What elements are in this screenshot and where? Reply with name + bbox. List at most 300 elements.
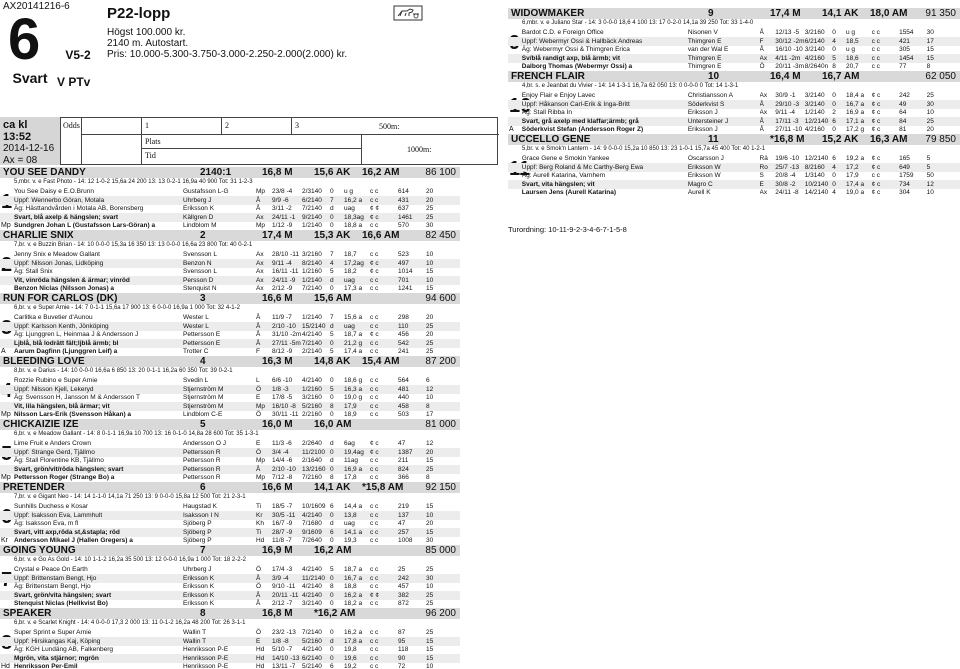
history-cell: 219 (398, 503, 409, 510)
history-cell: 0 (330, 213, 334, 221)
horse-earnings: 86 100 (425, 167, 456, 178)
horse-record-line: 6,br. v. e Super Arnie - 14: 7 0-1-1 15,6a 17 900 13: 6 0-0-0 16,9a 1 000 Tot: 32 4-1-2 (14, 305, 240, 311)
history-cell: 20/11 -3m (775, 63, 805, 70)
history-cell: 12 (926, 180, 934, 188)
history-cell: 25 (426, 591, 434, 599)
history-cell: Äg: Svensson H, Jansson M & Andersson T (14, 394, 140, 401)
history-cell: 0 (330, 629, 334, 636)
history-cell: 47 (398, 440, 406, 447)
history-cell: Uppf: Berg Roland & Mc Carthy-Berg Ewa (521, 163, 644, 171)
history-cell: Å (759, 100, 764, 108)
history-cell: 9/1609 (302, 528, 322, 536)
best-time-am: 16,2 AM (362, 167, 400, 178)
history-cell: 3/2140 (804, 100, 825, 108)
history-cell: Å (256, 465, 261, 473)
horse-name-bar (0, 545, 460, 556)
horse-earnings: 91 350 (925, 8, 956, 19)
history-cell: c c (370, 637, 379, 645)
history-cell: 10 (926, 189, 934, 196)
history-cell: Christiansson A (687, 92, 733, 99)
history-cell: 1759 (899, 172, 914, 179)
history-cell: 19,6 (344, 654, 357, 662)
horse-earnings: 94 600 (425, 293, 456, 304)
history-cell: Ö (256, 448, 262, 456)
best-time-ak: 16,2 AM (314, 545, 352, 556)
history-cell: 16,7 a (846, 100, 865, 108)
history-cell: Stjernström M (183, 394, 224, 401)
history-cell: 1/2140 (302, 222, 322, 229)
history-cell: 17/11 -3 (775, 117, 799, 125)
race-type: V5-2 (65, 48, 91, 62)
best-time-am: *15,8 AM (362, 482, 404, 493)
history-cell: Lindblom C-E (183, 411, 223, 418)
history-cell: c c (370, 465, 379, 473)
start-time-box (0, 117, 60, 165)
history-cell: Ax (256, 285, 264, 292)
history-cell: 649 (899, 163, 910, 171)
history-cell: 0 (330, 465, 334, 473)
history-cell: 366 (398, 474, 409, 481)
history-cell: Haugstad K (183, 503, 217, 510)
history-cell: 1008 (398, 537, 413, 544)
history-cell: Trotter C (183, 348, 209, 355)
history-cell: Äg: Hästtandvården i Motala AB, Borensberg (14, 205, 144, 212)
history-cell: Uppf: Hirsikangas Kaj, Köping (14, 637, 101, 645)
history-cell: Ö (256, 566, 262, 573)
history-cell: Svensson L (183, 251, 217, 258)
history-cell: 0 (330, 537, 334, 544)
history-cell: 542 (398, 339, 409, 347)
horse-entry (0, 356, 460, 419)
best-time-ak: 14,8 AK (314, 356, 351, 367)
history-cell: Söderkvist S (687, 100, 725, 108)
history-cell: u g (846, 29, 856, 36)
history-cell: 4 (832, 163, 836, 171)
history-cell: c c (370, 377, 379, 384)
track-tag: Hd (1, 663, 10, 669)
history-cell: 18,6 g (344, 377, 363, 384)
history-cell: 25 (426, 339, 434, 347)
horse-earnings: 85 000 (425, 545, 456, 556)
history-cell: Kr (256, 511, 263, 519)
history-cell: 16/7 -9 (272, 520, 293, 527)
history-cell: c c (370, 285, 379, 292)
horse-entry (0, 482, 460, 545)
history-cell: 0 (832, 180, 836, 188)
history-cell: 4 (832, 189, 836, 196)
best-time-m: 16,3 M (262, 356, 293, 367)
history-cell: 9/11 -4 (775, 109, 796, 116)
race-info-line-3: Pris: 10.000-5.300-3.750-3.000-2.250-2.000(2.000) kr. (107, 49, 348, 60)
history-cell: Nilsson Lars-Erik (Svensson Håkan) a (14, 411, 132, 418)
history-cell: 18,2 a (344, 600, 363, 607)
history-cell: ¢ c (370, 213, 379, 221)
history-cell: 1/8 -3 (272, 385, 289, 393)
history-cell: c c (370, 574, 379, 582)
history-cell: Ti (256, 528, 262, 536)
history-cell: Å (759, 46, 764, 53)
history-cell: 9/2140 (302, 213, 322, 221)
history-cell: Stenquist Niclas (Hellkvist Bo) (14, 600, 108, 607)
history-cell: 17,8 a (344, 637, 363, 645)
history-cell: Wallin T (183, 637, 207, 645)
history-cell: 17,9 (344, 402, 357, 410)
best-time-ak: 16,7 AM (822, 71, 860, 82)
race-history-row (0, 662, 460, 669)
horse-name-bar (0, 482, 460, 493)
horse-name: CHARLIE SNIX (3, 230, 74, 241)
history-cell: 47 (398, 520, 406, 527)
history-cell: 7/2140 (302, 285, 322, 292)
history-cell: Nisonen V (687, 29, 718, 36)
history-cell: 304 (899, 189, 910, 196)
history-cell: c c (871, 29, 880, 36)
horse-name-bar (0, 419, 460, 430)
history-cell: d (330, 276, 334, 284)
history-cell: 4/2140 (302, 646, 322, 653)
history-cell: 12 (426, 440, 434, 447)
best-time-am: 16,6 AM (362, 230, 400, 241)
history-cell: van der Wal E (687, 46, 729, 53)
history-cell: Å (256, 574, 261, 582)
race-history-row (0, 473, 460, 482)
history-cell: 27/11 -5m (272, 339, 301, 347)
history-cell: 2/10 -10 (272, 465, 296, 473)
history-cell: 5 (832, 54, 836, 62)
history-cell: 3/2160 (804, 29, 825, 36)
history-cell: 0 (330, 511, 334, 519)
horse-record-line: 6,br. v. e Scarlet Knight - 14: 4 0-0-0 17,3 2 000 13: 11 0-1-2 16,2a 48 200 Tot: 26 3-1-1 (14, 620, 246, 626)
history-cell: 2/12 -9 (272, 285, 293, 292)
history-cell: c c (370, 251, 379, 258)
history-cell: c c (370, 654, 379, 662)
history-cell: 10/2140 (804, 180, 829, 188)
history-cell: Å (256, 314, 261, 321)
track-tag: Mp (1, 222, 11, 229)
history-cell: 2/1640 (302, 457, 322, 464)
history-cell: 2 (832, 109, 836, 116)
history-cell: 2/2640 (302, 440, 322, 447)
history-cell: 701 (398, 276, 409, 284)
history-cell: 1/2160 (302, 268, 322, 275)
track-tag: Å (509, 126, 514, 133)
race-history-row (508, 62, 960, 71)
history-cell: Eriksson W (687, 163, 721, 171)
history-cell: 242 (398, 574, 409, 582)
history-cell: 30/12 -2m (775, 37, 805, 45)
history-cell: 6/2140 (302, 196, 322, 204)
history-cell: 90 (398, 654, 406, 662)
history-cell: 0 (330, 222, 334, 229)
history-cell: 4/2140 (302, 377, 322, 384)
history-cell: 30/11 -11 (272, 411, 299, 418)
history-cell: 4/2140 (302, 591, 322, 599)
history-cell: ¢ c (370, 440, 379, 447)
track-tag: Mp (1, 474, 11, 481)
horse-name-bar (508, 8, 960, 19)
history-cell: d (330, 637, 334, 645)
history-cell: 4 (832, 37, 836, 45)
history-cell: 30/9 -1 (775, 92, 796, 99)
history-cell: 3/4 -4 (272, 448, 289, 456)
history-cell: d (330, 322, 334, 330)
history-cell: c c (370, 646, 379, 653)
history-cell: d (330, 440, 334, 447)
best-time-ak: 15,6 AM (314, 293, 352, 304)
history-cell: F (256, 348, 260, 355)
history-cell: 17/8 -5 (272, 394, 293, 401)
history-cell: Uhrberg J (183, 566, 212, 573)
history-cell: c c (370, 314, 379, 321)
history-cell: 17 (426, 411, 434, 418)
history-cell: 8/12 -9 (272, 348, 293, 355)
history-cell: 19,2 (344, 663, 357, 669)
history-cell: 84 (899, 117, 907, 125)
history-cell: 4/2140 (302, 331, 322, 338)
start-number-best: 7 (200, 545, 206, 556)
history-cell: 20 (426, 448, 434, 456)
history-cell: u g (846, 46, 856, 53)
history-cell: c c (871, 37, 880, 45)
history-cell: 6 (330, 663, 334, 669)
history-cell: Å (759, 117, 764, 125)
history-cell: 17,8 (344, 474, 357, 481)
race-history-row (0, 284, 460, 293)
horse-name-bar (508, 134, 960, 145)
history-cell: 0 (832, 29, 836, 36)
best-time-m: 17,4 M (770, 8, 801, 19)
track-tag: Kr (1, 537, 8, 544)
best-time-m: 16,6 M (262, 482, 293, 493)
history-cell: 20/11 -11 (272, 591, 299, 599)
history-cell: Pettersson R (183, 474, 221, 481)
history-cell: 8/2140 (302, 259, 322, 267)
history-cell: 0 (330, 411, 334, 418)
history-cell: 30 (426, 574, 434, 582)
history-cell: 15 (426, 503, 434, 510)
history-cell: c c (370, 276, 379, 284)
history-cell: ¢ c (871, 92, 881, 99)
history-cell: Ti (256, 503, 262, 510)
history-cell: 0 (330, 654, 334, 662)
history-cell: 16,2 a (344, 629, 363, 636)
history-cell: Svart, vitt axp,röda st,&stapla; röd (14, 528, 120, 536)
history-cell: u g (344, 188, 354, 195)
history-cell: 2/10 -10 (272, 322, 296, 330)
horse-record-line: 6,br. v. e Go As Gold - 14: 10 1-1-2 16,2a 35 500 13: 12 0-0-0 16,9a 1 000 Tot: 18 2-2-2 (14, 557, 246, 563)
history-cell: 2/12 -7 (272, 600, 293, 607)
history-cell: S (759, 172, 764, 179)
history-cell: 25 (398, 566, 406, 573)
history-cell: 16,3 a (344, 385, 363, 393)
history-cell: Super Sprint e Super Arnie (14, 629, 92, 636)
history-cell: c c (370, 583, 379, 590)
history-cell: 734 (899, 180, 910, 188)
odds-label: Odds (63, 121, 80, 130)
history-cell: 25 (426, 348, 434, 355)
history-cell: d (330, 520, 334, 527)
history-cell: c c (370, 348, 379, 355)
history-cell: 11ag (344, 457, 358, 464)
track-code: Ax = 08 (3, 155, 38, 166)
history-cell: 25 (426, 465, 434, 473)
history-cell: 110 (398, 322, 409, 330)
history-cell: 0 (330, 285, 334, 292)
history-cell: 25 (926, 92, 934, 99)
history-cell: 95 (398, 637, 406, 645)
history-cell: 3/9 -4 (272, 574, 289, 582)
history-cell: Stjernström M (183, 385, 224, 393)
history-cell: 5 (330, 385, 334, 393)
plats-label: Plats (145, 137, 161, 146)
history-cell: 1/3140 (804, 172, 825, 179)
history-cell: 4 (330, 259, 334, 267)
history-cell: 2/3140 (302, 188, 322, 195)
history-cell: uag (344, 276, 355, 284)
history-cell: 4/2140 (302, 566, 322, 573)
history-cell: Ax (759, 54, 768, 62)
history-cell: 16,9 a (344, 465, 363, 473)
best-time-am: 16,3 AM (870, 134, 908, 145)
history-cell: Henriksson Per-Emil (14, 663, 78, 669)
history-cell: Äg: Aurell Katarina, Varnhem (521, 172, 606, 179)
history-cell: 9/9 -6 (272, 196, 289, 204)
history-cell: Uhrberg J (183, 196, 212, 204)
horse-name-bar (508, 71, 960, 82)
history-cell: 5 (926, 155, 931, 162)
history-cell: 7 (330, 251, 334, 258)
history-cell: Laursen Jens (Aurell Katarina) (521, 189, 617, 196)
history-cell: Eriksson K (183, 600, 215, 607)
history-cell: Ro (759, 163, 768, 171)
start-time: ca kl 13:52 (3, 119, 32, 143)
history-cell: Mp (256, 222, 266, 229)
history-cell: c c (370, 503, 379, 510)
horse-name: UCCELLO GENE (511, 134, 591, 145)
history-cell: Äg: Webermyr Ossi & Thimgren Erica (521, 46, 630, 53)
history-cell: c c (370, 402, 379, 410)
history-cell: 15 (426, 285, 434, 292)
history-cell: 523 (398, 251, 409, 258)
history-cell: 2/2160 (302, 411, 322, 418)
horse-name: GOING YOUNG (3, 545, 76, 556)
history-cell: Eriksson K (183, 591, 215, 599)
horse-name: WIDOWMAKER (511, 8, 585, 19)
history-cell: 77 (899, 63, 907, 70)
horse-entry (508, 134, 960, 197)
horse-record-line: 8,br. v. e Darius - 14: 10 0-0-0 16,6a 6 850 13: 20 0-1-1 16,2a 60 350 Tot: 39 0-2-1 (14, 368, 233, 374)
history-cell: Ax (256, 259, 264, 267)
history-cell: 23/2 -13 (272, 629, 296, 636)
history-cell: 6 (832, 155, 836, 162)
race-history-row (0, 410, 460, 419)
history-cell: Å (256, 600, 261, 607)
history-cell: 10 (426, 259, 434, 267)
history-cell: 4/11 -2m (775, 54, 801, 62)
history-cell: ¢ c (370, 331, 379, 338)
history-cell: 15 (426, 528, 434, 536)
history-cell: 87 (398, 629, 406, 636)
history-cell: 16/11 -11 (272, 268, 299, 275)
history-cell: Bardot C.D. e Foreign Office (521, 29, 604, 36)
history-cell: 5 (926, 163, 931, 171)
history-cell: Källgren D (183, 213, 214, 221)
history-cell: ¢ c (370, 268, 379, 275)
history-cell: 72 (398, 663, 406, 669)
history-cell: Uppf: Wennerbo Göran, Motala (14, 196, 105, 204)
best-time-am: 18,0 AM (870, 8, 908, 19)
history-cell: c c (871, 63, 880, 70)
history-cell: 10/1609 (302, 503, 326, 510)
history-cell: Ljblå, blå lodrätt fält;ljblå ärmb; bl (14, 339, 119, 347)
history-cell: 614 (398, 188, 409, 195)
horse-name: BLEEDING LOVE (3, 356, 85, 367)
history-cell: 8 (426, 402, 430, 410)
history-cell: 6 (330, 528, 334, 536)
history-cell: ¢ ¢ (370, 591, 380, 599)
history-cell: 4/2160 (804, 54, 825, 62)
history-cell: c c (370, 528, 379, 536)
history-cell: 30/8 -2 (775, 180, 796, 188)
history-cell: 5 (330, 348, 334, 355)
history-cell: 20 (426, 331, 434, 338)
history-cell: Sjöberg P (183, 537, 212, 544)
history-cell: 8 (832, 63, 836, 70)
history-cell: Sundgren Johan L (Gustafsson Lars-Göran) a (14, 222, 156, 229)
history-cell: Ax (256, 276, 264, 284)
history-cell: 457 (398, 583, 409, 590)
history-cell: uag (344, 205, 355, 212)
history-cell: 15 (926, 46, 934, 53)
history-cell: 7/2140 (302, 339, 322, 347)
history-cell: 18,5 (846, 37, 859, 45)
horse-record-line: 4,br. s. e Jeanbat du Vivier - 14: 14 1-3-1 16,7a 62 050 13: 0 0-0-0 0 Tot: 14 1-3-1 (522, 83, 739, 89)
history-cell: ¢ c (871, 163, 881, 171)
history-cell: 25/7 -13 (775, 163, 800, 171)
horse-earnings: 87 200 (425, 356, 456, 367)
best-time-m: 16,0 M (262, 419, 293, 430)
history-cell: Ax (256, 213, 264, 221)
history-cell: 13/2160 (302, 465, 326, 473)
history-cell: Äg: KGH Lundäng AB, Falkenberg (14, 646, 114, 653)
history-cell: Uppf: Brittenstam Bengt, Hjo (14, 574, 97, 582)
history-cell: 0 (330, 377, 334, 384)
history-cell: 7 (330, 196, 334, 204)
start-number-best: 11 (708, 134, 719, 145)
500m-label: 500m: (379, 122, 400, 131)
history-cell: 8/2640n (804, 63, 829, 70)
history-cell: 30 (926, 29, 934, 36)
history-cell: 456 (398, 331, 409, 338)
history-cell: c c (370, 474, 379, 481)
history-cell: Oscarsson J (687, 155, 724, 162)
history-cell: 30 (426, 222, 434, 229)
history-cell: 20/8 -4 (775, 172, 796, 179)
history-cell: 1014 (398, 268, 413, 275)
history-cell: 10 (426, 663, 434, 669)
history-cell: uag (344, 520, 355, 527)
history-cell: 481 (398, 385, 409, 393)
history-cell: 7/1680 (302, 520, 322, 527)
history-cell: 10 (426, 511, 434, 519)
horse-name-bar (0, 356, 460, 367)
race-id: AX20141216-6 (3, 1, 70, 12)
horse-name: SPEAKER (3, 608, 52, 619)
history-cell: 7/2140 (302, 629, 322, 636)
history-cell: 20 (426, 188, 434, 195)
history-cell: 20 (926, 126, 934, 133)
history-cell: 20 (426, 520, 434, 527)
